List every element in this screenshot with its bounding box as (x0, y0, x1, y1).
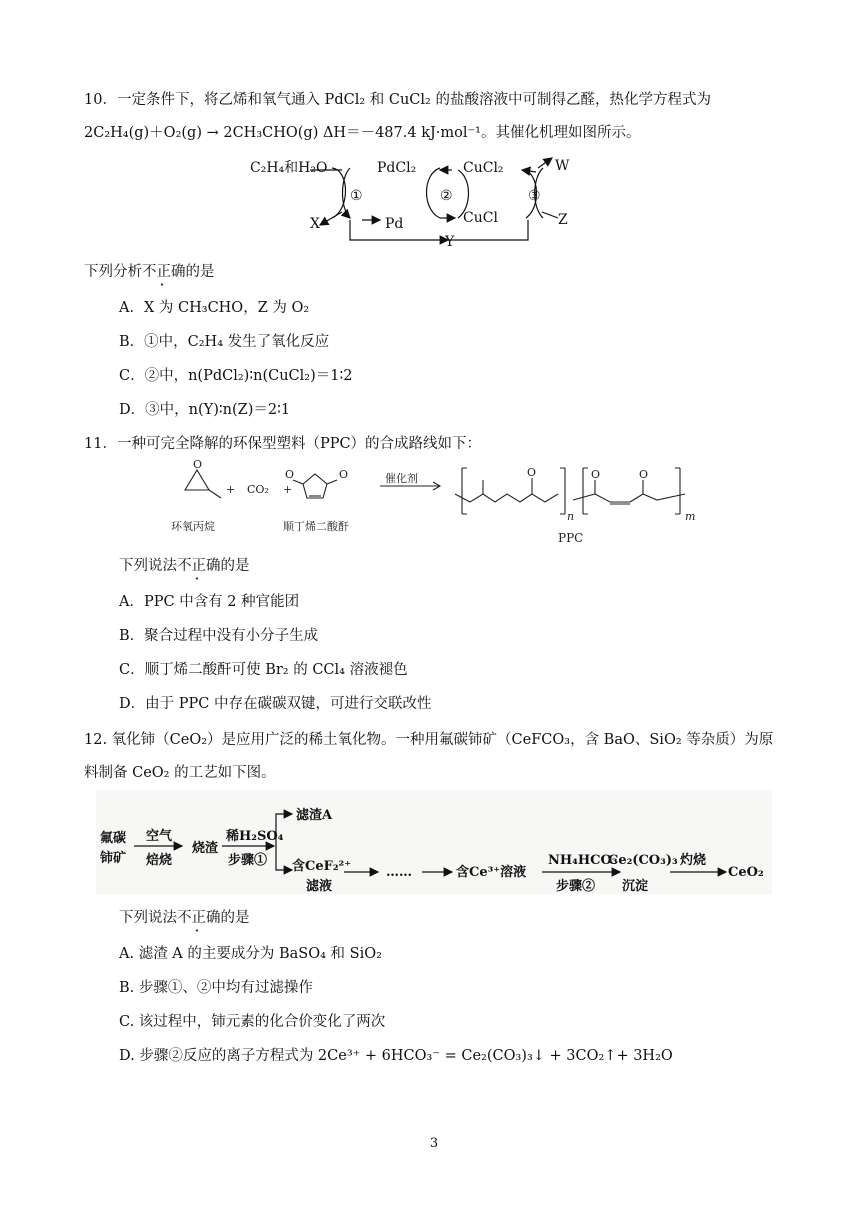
q10-stem-line2: 2C₂H₄(g)＋O₂(g) → 2CH₃CHO(g) ΔH＝－487.4 kJ·mol⁻¹。其催化机理如图所示。 (84, 125, 641, 141)
pd-label: Pd (385, 216, 404, 232)
step3-label: ③ (528, 188, 541, 204)
ce3-label: 含Ce³⁺溶液 (456, 865, 527, 880)
w-label: W (555, 158, 570, 174)
anhydride-name: 顺丁烯二酸酐 (283, 520, 349, 533)
q12-option-c: C. 该过程中，铈元素的化合价变化了两次 (119, 1014, 386, 1030)
pdcl2-label: PdCl₂ (377, 160, 417, 176)
plus-2: + (283, 483, 293, 496)
bracket-n-right (560, 468, 565, 514)
q10-question-pre: 下列分析 (84, 264, 142, 280)
cucl-label: CuCl (463, 210, 498, 226)
maleate-o-right: O (639, 468, 649, 481)
q12-option-b: B. 步骤①、②中均有过滤操作 (119, 980, 313, 996)
maleate-carbonyls (595, 480, 643, 494)
q12-question (119, 908, 250, 928)
anhydride-co-right (327, 480, 337, 484)
nh4hco3-label: NH₄HCO₃ (548, 853, 618, 868)
ppc-label: PPC (558, 531, 584, 545)
q10-question (84, 262, 215, 282)
cucl2-label: CuCl₂ (463, 160, 504, 176)
cycle1-arc-left (332, 168, 346, 218)
residue-label: 烧渣 (192, 841, 219, 856)
q11-question-post: 的是 (220, 558, 250, 574)
bracket-n-left (462, 468, 467, 514)
acid-label: 稀H₂SO₄ (226, 829, 284, 844)
anhydride-o-left: O (285, 468, 295, 481)
q12-question-post: 的是 (220, 910, 250, 926)
dots-label: …… (386, 865, 412, 880)
ce2co3-label: Ce₂(CO₃)₃ (608, 853, 678, 868)
roast-label: 焙烧 (146, 853, 173, 868)
burn-label: 灼烧 (680, 853, 707, 868)
air-label: 空气 (146, 829, 173, 844)
q10-question-post: 的是 (185, 264, 215, 280)
q11-option-a: A．PPC 中含有 2 种官能团 (119, 594, 300, 610)
q12-stem-line2: 料制备 CeO₂ 的工艺如下图。 (84, 765, 276, 781)
q10-option-a: A．X 为 CH₃CHO，Z 为 O₂ (119, 300, 310, 316)
q12-option-d: D. 步骤②反应的离子方程式为 2Ce³⁺ + 6HCO₃⁻ = Ce₂(CO₃)₃↓ + 3CO₂↑+ 3H₂O (119, 1048, 673, 1064)
q11-option-c: C．顺丁烯二酸酐可使 Br₂ 的 CCl₄ 溶液褪色 (119, 662, 408, 678)
z-label: Z (558, 212, 568, 228)
x-out (320, 212, 342, 225)
epoxide-name: 环氧丙烷 (171, 520, 215, 533)
step2-label: ② (440, 188, 453, 204)
y-path (350, 220, 528, 240)
q10-catalytic-mechanism-diagram (240, 150, 590, 250)
q11-question (119, 556, 250, 576)
cycle1-arc-right (343, 168, 351, 218)
anhydride-co-left (293, 480, 303, 484)
maleate-o-left: O (591, 468, 601, 481)
filtrate-label: 滤液 (306, 879, 333, 894)
ore-line2: 铈矿 (100, 851, 127, 866)
anhydride-ring (303, 474, 327, 498)
q12-stem-line1: 12. 氧化铈（CeO₂）是应用广泛的稀土氧化物。一种用氟碳铈矿（CeFCO₃，含 BaO、SiO₂ 等杂质）为原 (84, 732, 774, 748)
q12-question-emphasis: 不正确 (177, 910, 221, 926)
cef-label: 含CeF₂²⁺ (292, 859, 352, 874)
q12-process-flow-diagram (96, 790, 772, 894)
step1-label: 步骤① (228, 853, 268, 868)
q11-option-b: B．聚合过程中没有小分子生成 (119, 628, 319, 644)
slag-a-label: 滤渣A (296, 808, 333, 823)
q11-option-d: D．由于 PPC 中存在碳碳双键，可进行交联改性 (119, 696, 432, 712)
q10-option-b: B．①中，C₂H₄ 发生了氧化反应 (119, 334, 330, 350)
q10-option-d: D．③中，n(Y)∶n(Z)＝2∶1 (119, 402, 291, 418)
q11-synthesis-route-diagram (165, 458, 705, 550)
page-number: 3 (429, 1136, 439, 1151)
ore-line1: 氟碳 (100, 831, 127, 846)
y-label: Y (445, 234, 455, 250)
repeat-m: m (685, 510, 696, 523)
catalyst-label: 催化剂 (385, 472, 418, 485)
epoxide-o: O (193, 458, 203, 471)
bracket-m-left (583, 468, 588, 514)
ceo2-label: CeO₂ (728, 865, 764, 880)
q12-question-pre: 下列说法 (119, 910, 177, 926)
q12-option-a: A. 滤渣 A 的主要成分为 BaSO₄ 和 SiO₂ (119, 946, 382, 962)
bracket-m-right (675, 468, 680, 514)
anhydride-o-right: O (339, 468, 349, 481)
q10-question-emphasis: 不正确 (142, 264, 186, 280)
epoxide-methyl (209, 490, 221, 498)
w-out (538, 158, 552, 168)
q11-question-emphasis: 不正确 (177, 558, 221, 574)
z-in (542, 212, 558, 218)
cycle2-arc-left (427, 168, 441, 218)
reactant-label: C₂H₄和H₂O (250, 160, 328, 176)
q10-stem-line1: 10．一定条件下，将乙烯和氧气通入 PdCl₂ 和 CuCl₂ 的盐酸溶液中可制得乙醛，热化学方程式为 (84, 92, 711, 108)
x-label: X (310, 216, 320, 232)
q11-question-pre: 下列说法 (119, 558, 177, 574)
co2-label: CO₂ (247, 483, 269, 496)
epoxide-ring (185, 470, 209, 490)
q10-option-c: C．②中，n(PdCl₂)∶n(CuCl₂)＝1∶2 (119, 368, 353, 384)
step2-label: 步骤② (556, 879, 596, 894)
repeat-n: n (567, 510, 575, 523)
q11-stem: 11．一种可完全降解的环保型塑料（PPC）的合成路线如下： (84, 436, 482, 452)
precipitate-label: 沉淀 (622, 879, 649, 894)
maleate-chain (573, 494, 685, 502)
plus-1: + (226, 483, 236, 496)
carbonate-chain (455, 494, 558, 502)
step1-label: ① (350, 188, 363, 204)
carbonate-o: O (527, 466, 537, 479)
